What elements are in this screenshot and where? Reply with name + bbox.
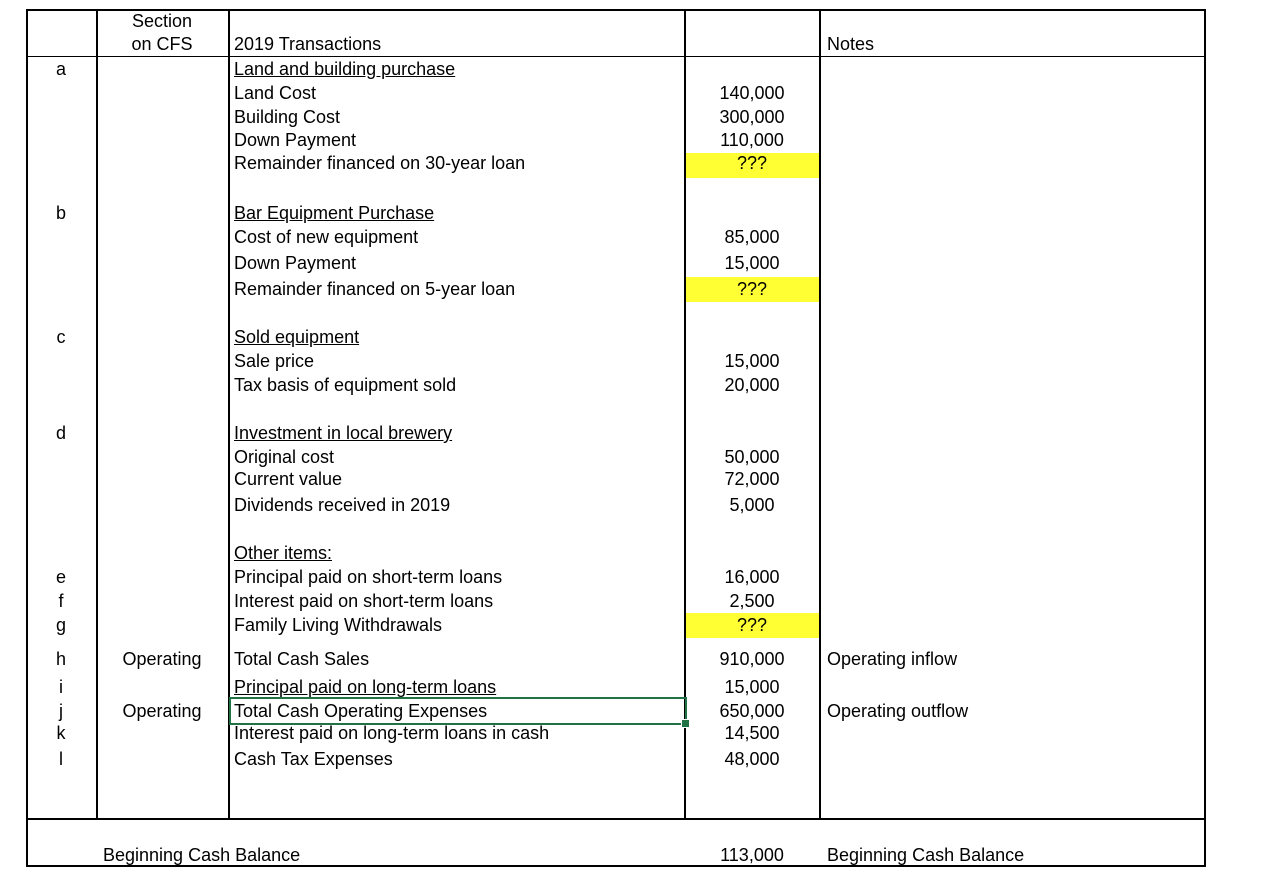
row-label-i[interactable]: Principal paid on long-term loans [234, 677, 497, 697]
item-label[interactable]: Land Cost [234, 83, 317, 103]
row-value-l[interactable]: 48,000 [724, 749, 780, 769]
header-section-line1: Section [131, 11, 193, 31]
group-heading-b[interactable]: Bar Equipment Purchase [234, 203, 435, 223]
grid-col-divider-4 [819, 9, 821, 818]
item-label[interactable]: Tax basis of equipment sold [234, 375, 457, 395]
group-heading-a[interactable]: Land and building purchase [234, 59, 456, 79]
item-label[interactable]: Remainder financed on 5-year loan [234, 279, 516, 299]
row-value-k[interactable]: 14,500 [724, 723, 780, 743]
row-letter-h: h [55, 649, 66, 669]
row-letter-c: c [56, 327, 66, 347]
row-label-j[interactable]: Total Cash Operating Expenses [234, 701, 488, 721]
item-label[interactable]: Building Cost [234, 107, 341, 127]
row-label-g[interactable]: Family Living Withdrawals [234, 615, 443, 635]
header-transactions: 2019 Transactions [234, 34, 382, 54]
row-value-i[interactable]: 15,000 [724, 677, 780, 697]
item-label[interactable]: Sale price [234, 351, 315, 371]
item-value[interactable]: 300,000 [719, 107, 785, 127]
grid-col-divider-1 [96, 9, 98, 818]
group-heading-other[interactable]: Other items: [234, 543, 333, 563]
item-value[interactable]: 5,000 [729, 495, 775, 515]
fill-handle[interactable] [681, 719, 690, 728]
row-letter-g: g [55, 615, 66, 635]
item-value[interactable]: 20,000 [724, 375, 780, 395]
group-heading-c[interactable]: Sold equipment [234, 327, 360, 347]
row-letter-e: e [55, 567, 66, 587]
row-letter-j: j [59, 701, 63, 721]
header-notes: Notes [827, 34, 875, 54]
row-value-h[interactable]: 910,000 [719, 649, 785, 669]
row-value-j[interactable]: 650,000 [719, 701, 785, 721]
row-letter-l: l [59, 749, 63, 769]
row-value-f[interactable]: 2,500 [729, 591, 775, 611]
item-label[interactable]: Original cost [234, 447, 335, 467]
grid-header-rule [26, 56, 1206, 57]
footer-label[interactable]: Beginning Cash Balance [103, 845, 301, 865]
item-value[interactable]: ??? [736, 153, 768, 173]
item-value[interactable]: 85,000 [724, 227, 780, 247]
grid-footer-rule-top [26, 818, 1206, 820]
row-note-h[interactable]: Operating inflow [827, 649, 958, 669]
item-value[interactable]: 110,000 [720, 130, 784, 150]
item-label[interactable]: Current value [234, 469, 343, 489]
row-note-j[interactable]: Operating outflow [827, 701, 969, 721]
row-letter-f: f [58, 591, 64, 611]
row-section-j[interactable]: Operating [122, 701, 202, 721]
item-value[interactable]: 140,000 [719, 83, 785, 103]
row-letter-i: i [59, 677, 63, 697]
item-value[interactable]: 72,000 [724, 469, 780, 489]
item-value[interactable]: 15,000 [724, 351, 780, 371]
row-label-l[interactable]: Cash Tax Expenses [234, 749, 393, 769]
header-section-line2: on CFS [131, 34, 193, 54]
row-label-f[interactable]: Interest paid on short-term loans [234, 591, 494, 611]
row-letter-a: a [55, 59, 66, 79]
row-value-g[interactable]: ??? [736, 615, 768, 635]
group-heading-d[interactable]: Investment in local brewery [234, 423, 453, 443]
grid-border-right [1204, 9, 1206, 867]
item-label[interactable]: Cost of new equipment [234, 227, 419, 247]
item-value[interactable]: 15,000 [724, 253, 780, 273]
footer-value[interactable]: 113,000 [720, 845, 784, 865]
row-label-h[interactable]: Total Cash Sales [234, 649, 370, 669]
item-value[interactable]: 50,000 [724, 447, 780, 467]
footer-note[interactable]: Beginning Cash Balance [827, 845, 1025, 865]
item-label[interactable]: Dividends received in 2019 [234, 495, 451, 515]
selected-cell-outline[interactable] [229, 697, 687, 725]
row-value-e[interactable]: 16,000 [724, 567, 780, 587]
item-label[interactable]: Remainder financed on 30-year loan [234, 153, 526, 173]
row-letter-b: b [55, 203, 66, 223]
row-letter-d: d [55, 423, 66, 443]
item-label[interactable]: Down Payment [234, 130, 357, 150]
row-section-h[interactable]: Operating [122, 649, 202, 669]
row-label-e[interactable]: Principal paid on short-term loans [234, 567, 503, 587]
item-value[interactable]: ??? [736, 279, 768, 299]
item-label[interactable]: Down Payment [234, 253, 357, 273]
row-letter-k: k [56, 723, 66, 743]
row-label-k[interactable]: Interest paid on long-term loans in cash [234, 723, 550, 743]
